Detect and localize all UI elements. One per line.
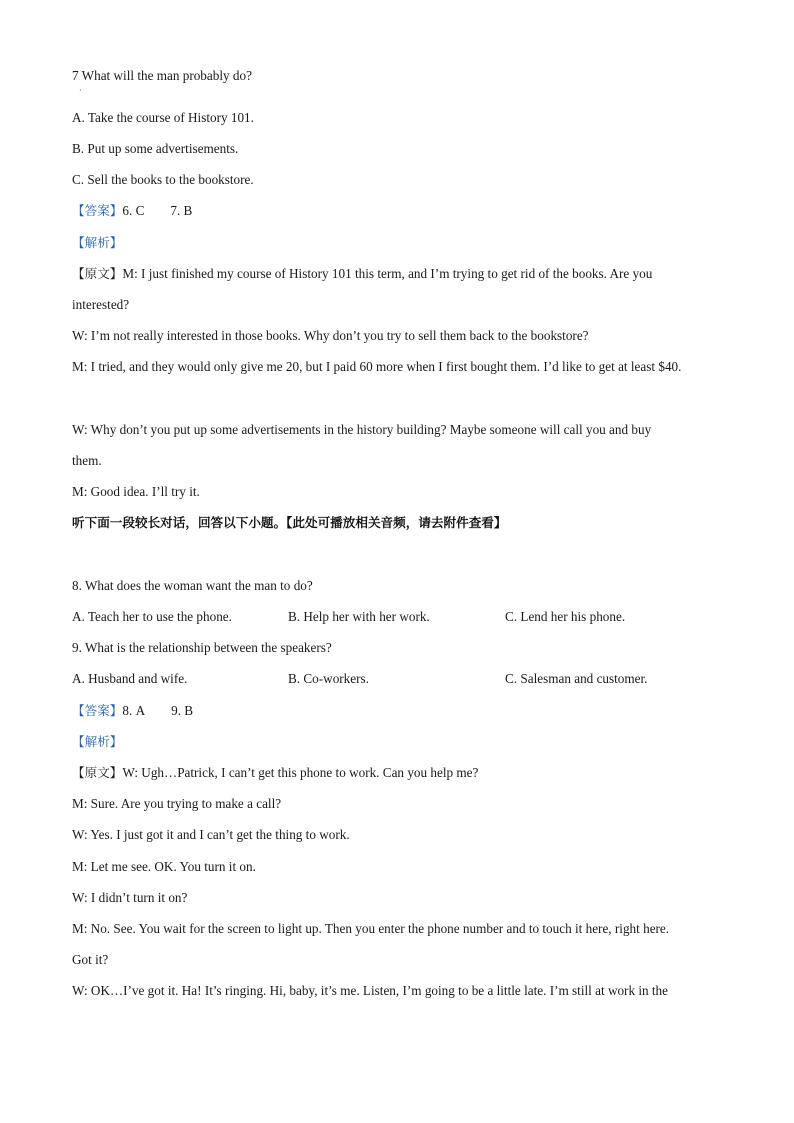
answer-9: 9. B: [171, 703, 194, 718]
dialog1-line-4: M: I tried, and they would only give me 20, but I paid 60 more when I first bought them. I’d like to get at least $40.: [72, 359, 682, 374]
answer-7: 7. B: [170, 203, 193, 218]
q8-option-a: A. Teach her to use the phone.: [72, 609, 232, 624]
question-7: 7 What will the man probably do?: [72, 68, 252, 83]
dialog1-line-5: W: Why don’t you put up some advertisements in the history building? Maybe someone will call you and buy: [72, 422, 652, 437]
q7-option-c: C. Sell the books to the bookstore.: [72, 172, 254, 187]
dialog2-line-2: M: Sure. Are you trying to make a call?: [72, 796, 282, 811]
dialog2-line-7: Got it?: [72, 952, 109, 967]
q9-option-b: B. Co-workers.: [288, 671, 369, 686]
q7-option-b: B. Put up some advertisements.: [72, 141, 239, 156]
dialog2-line-5: W: I didn’t turn it on?: [72, 890, 188, 905]
answer-tag: 【答案】: [72, 703, 123, 718]
dialog1-line-2: interested?: [72, 297, 130, 312]
answer-6: 6. C: [122, 203, 145, 218]
question-8: 8. What does the woman want the man to do?: [72, 578, 313, 593]
dialog1-line-3: W: I’m not really interested in those books. Why don’t you try to sell them back to the bookstore?: [72, 328, 589, 343]
q8-option-c: C. Lend her his phone.: [505, 609, 626, 624]
answer-tag: 【答案】: [72, 203, 123, 218]
q7-option-a: A. Take the course of History 101.: [72, 110, 254, 125]
question-9: 9. What is the relationship between the speakers?: [72, 640, 332, 655]
dialog2-line-6: M: No. See. You wait for the screen to light up. Then you enter the phone number and to touch it here, right here.: [72, 921, 670, 936]
dialog1-line-1: 【原文】M: I just finished my course of History 101 this term, and I’m trying to get rid of the books. Are you: [72, 266, 653, 281]
analysis-tag-2: 【解析】: [72, 734, 123, 749]
stray-dot: ·: [79, 86, 82, 95]
q9-option-c: C. Salesman and customer.: [505, 671, 648, 686]
q8-option-b: B. Help her with her work.: [288, 609, 430, 624]
transcript-tag: 【原文】: [72, 266, 123, 281]
answer-8: 8. A: [122, 703, 146, 718]
transcript-tag: 【原文】: [72, 765, 123, 780]
q9-option-a: A. Husband and wife.: [72, 671, 188, 686]
dialog1-line-7: M: Good idea. I’ll try it.: [72, 484, 200, 499]
analysis-tag-1: 【解析】: [72, 235, 123, 250]
answer-line-2: [72, 703, 193, 719]
listening-instruction: 听下面一段较长对话，回答以下小题。【此处可播放相关音频，请去附件查看】: [72, 515, 507, 530]
answer-line-1: [72, 203, 192, 219]
dialog2-line-1: 【原文】W: Ugh…Patrick, I can’t get this phone to work. Can you help me?: [72, 765, 479, 780]
dialog1-line-6: them.: [72, 453, 102, 468]
dialog2-line-3: W: Yes. I just got it and I can’t get the thing to work.: [72, 827, 350, 842]
dialog2-line-4: M: Let me see. OK. You turn it on.: [72, 859, 256, 874]
dialog2-line-8: W: OK…I’ve got it. Ha! It’s ringing. Hi, baby, it’s me. Listen, I’m going to be a little late. I’m still at work in the: [72, 983, 669, 998]
